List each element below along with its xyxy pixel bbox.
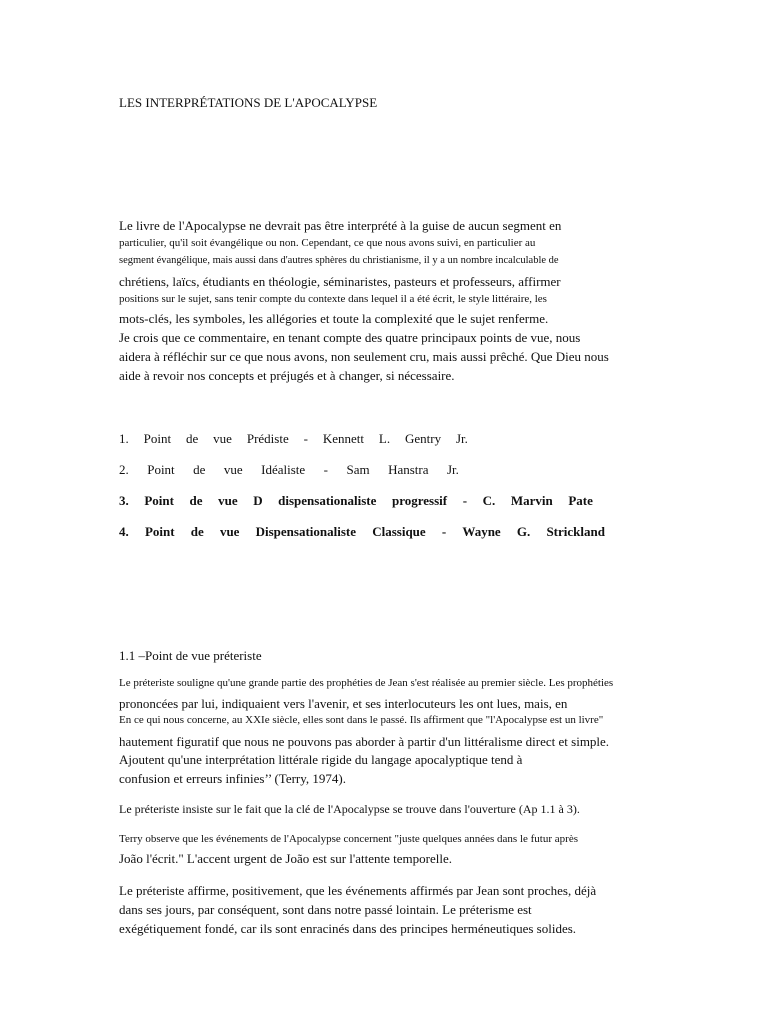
viewpoint-word: Hanstra [388,462,429,477]
viewpoint-word: C. [482,493,496,508]
intro-line: chrétiens, laïcs, étudiants en théologie, séminaristes, pasteurs et professeurs, affirmer [119,274,561,289]
section-line: En ce qui nous concerne, au XXIe siècle, elles sont dans le passé. Ils affirment que "l'Apocalypse est un livre" [119,714,604,726]
viewpoint-word: de [186,431,199,446]
viewpoint-word: Dispensationaliste [255,524,357,539]
section-line: exégétiquement fondé, car ils sont enracinés dans des principes herméneutiques solides. [119,921,577,936]
viewpoint-word: Kennett [322,431,365,446]
viewpoint-word: Gentry [405,431,442,446]
viewpoint-word: de [189,493,203,508]
viewpoint-word: Jr. [446,462,459,477]
viewpoint-item-2 [119,462,459,478]
section-line: hautement figuratif que nous ne pouvons pas aborder à partir d'un littéralisme direct et simple. [119,734,610,749]
viewpoint-word: Point [144,524,175,539]
viewpoint-item-3 [119,493,593,509]
viewpoint-word: - [323,462,329,477]
viewpoint-item-1 [119,431,468,447]
viewpoint-word: Idéaliste [261,462,306,477]
viewpoint-word: Point [143,431,172,446]
viewpoint-word: vue [218,493,238,508]
section-line: Le préteriste insiste sur le fait que la clé de l'Apocalypse se trouve dans l'ouverture (Ap 1.1 à 3). [119,802,580,816]
document-title: LES INTERPRÉTATIONS DE L'APOCALYPSE [119,95,378,110]
viewpoint-word: Jr. [456,431,468,446]
intro-line: segment évangélique, mais aussi dans d'autres sphères du christianisme, il y a un nombre incalculable de [119,255,559,266]
section-line: Le préteriste souligne qu'une grande partie des prophéties de Jean s'est réalisée au premier siècle. Les prophéties [119,677,614,689]
viewpoint-word: - [303,431,308,446]
section-line: João l'écrit." L'accent urgent de João est sur l'attente temporelle. [119,851,452,866]
viewpoint-word: vue [213,431,232,446]
viewpoint-word: Point [147,462,175,477]
intro-line: aidera à réfléchir sur ce que nous avons, non seulement cru, mais aussi prêché. Que Dieu nous [119,349,609,364]
viewpoint-item-4 [119,524,605,540]
viewpoint-word: G. [516,524,531,539]
viewpoint-word: L. [378,431,391,446]
intro-line: Je crois que ce commentaire, en tenant compte des quatre principaux points de vue, nous [119,330,581,345]
section-line: Terry observe que les événements de l'Apocalypse concernent "juste quelques années dans le futur après [119,833,578,845]
viewpoint-word: - [441,524,447,539]
viewpoint-word: progressif [391,493,448,508]
viewpoint-word: 4. [119,524,129,539]
viewpoint-word: Classique [372,524,426,539]
viewpoint-word: Prédiste [246,431,289,446]
viewpoint-word: vue [223,462,243,477]
viewpoint-word: vue [219,524,240,539]
viewpoint-word: de [190,524,204,539]
intro-line: particulier, qu'il soit évangélique ou non. Cependant, ce que nous avons suivi, en particulier au [119,237,536,249]
intro-line: mots-clés, les symboles, les allégories et toute la complexité que le sujet renferme. [119,311,549,326]
viewpoint-word: Strickland [546,524,605,539]
intro-line: Le livre de l'Apocalypse ne devrait pas être interprété à la guise de aucun segment en [119,218,562,233]
viewpoint-word: Point [144,493,174,508]
viewpoint-word: 3. [119,493,129,508]
viewpoint-word: Marvin [510,493,553,508]
intro-line: aide à revoir nos concepts et préjugés et à changer, si nécessaire. [119,368,455,383]
section-heading: 1.1 –Point de vue préteriste [119,648,262,663]
section-line: confusion et erreurs infinies’’ (Terry, 1974). [119,771,346,786]
viewpoint-word: D [253,493,263,508]
viewpoint-word: Wayne [462,524,501,539]
viewpoint-word: 1. [119,431,129,446]
intro-line: positions sur le sujet, sans tenir compte du contexte dans lequel il a été écrit, le style littéraire, les [119,293,547,305]
section-line: Le préteriste affirme, positivement, que les événements affirmés par Jean sont proches, déjà [119,883,597,898]
viewpoint-word: Sam [346,462,370,477]
viewpoint-word: dispensationaliste [278,493,377,508]
section-line: prononcées par lui, indiquaient vers l'avenir, et ses interlocuteurs les ont lues, mais, en [119,696,568,711]
viewpoint-word: de [193,462,206,477]
viewpoint-word: 2. [119,462,129,477]
section-line: dans ses jours, par conséquent, sont dans notre passé lointain. Le préterisme est [119,902,532,917]
viewpoint-word: - [462,493,468,508]
viewpoint-word: Pate [568,493,593,508]
section-line: Ajoutent qu'une interprétation littérale rigide du langage apocalyptique tend à [119,752,523,767]
